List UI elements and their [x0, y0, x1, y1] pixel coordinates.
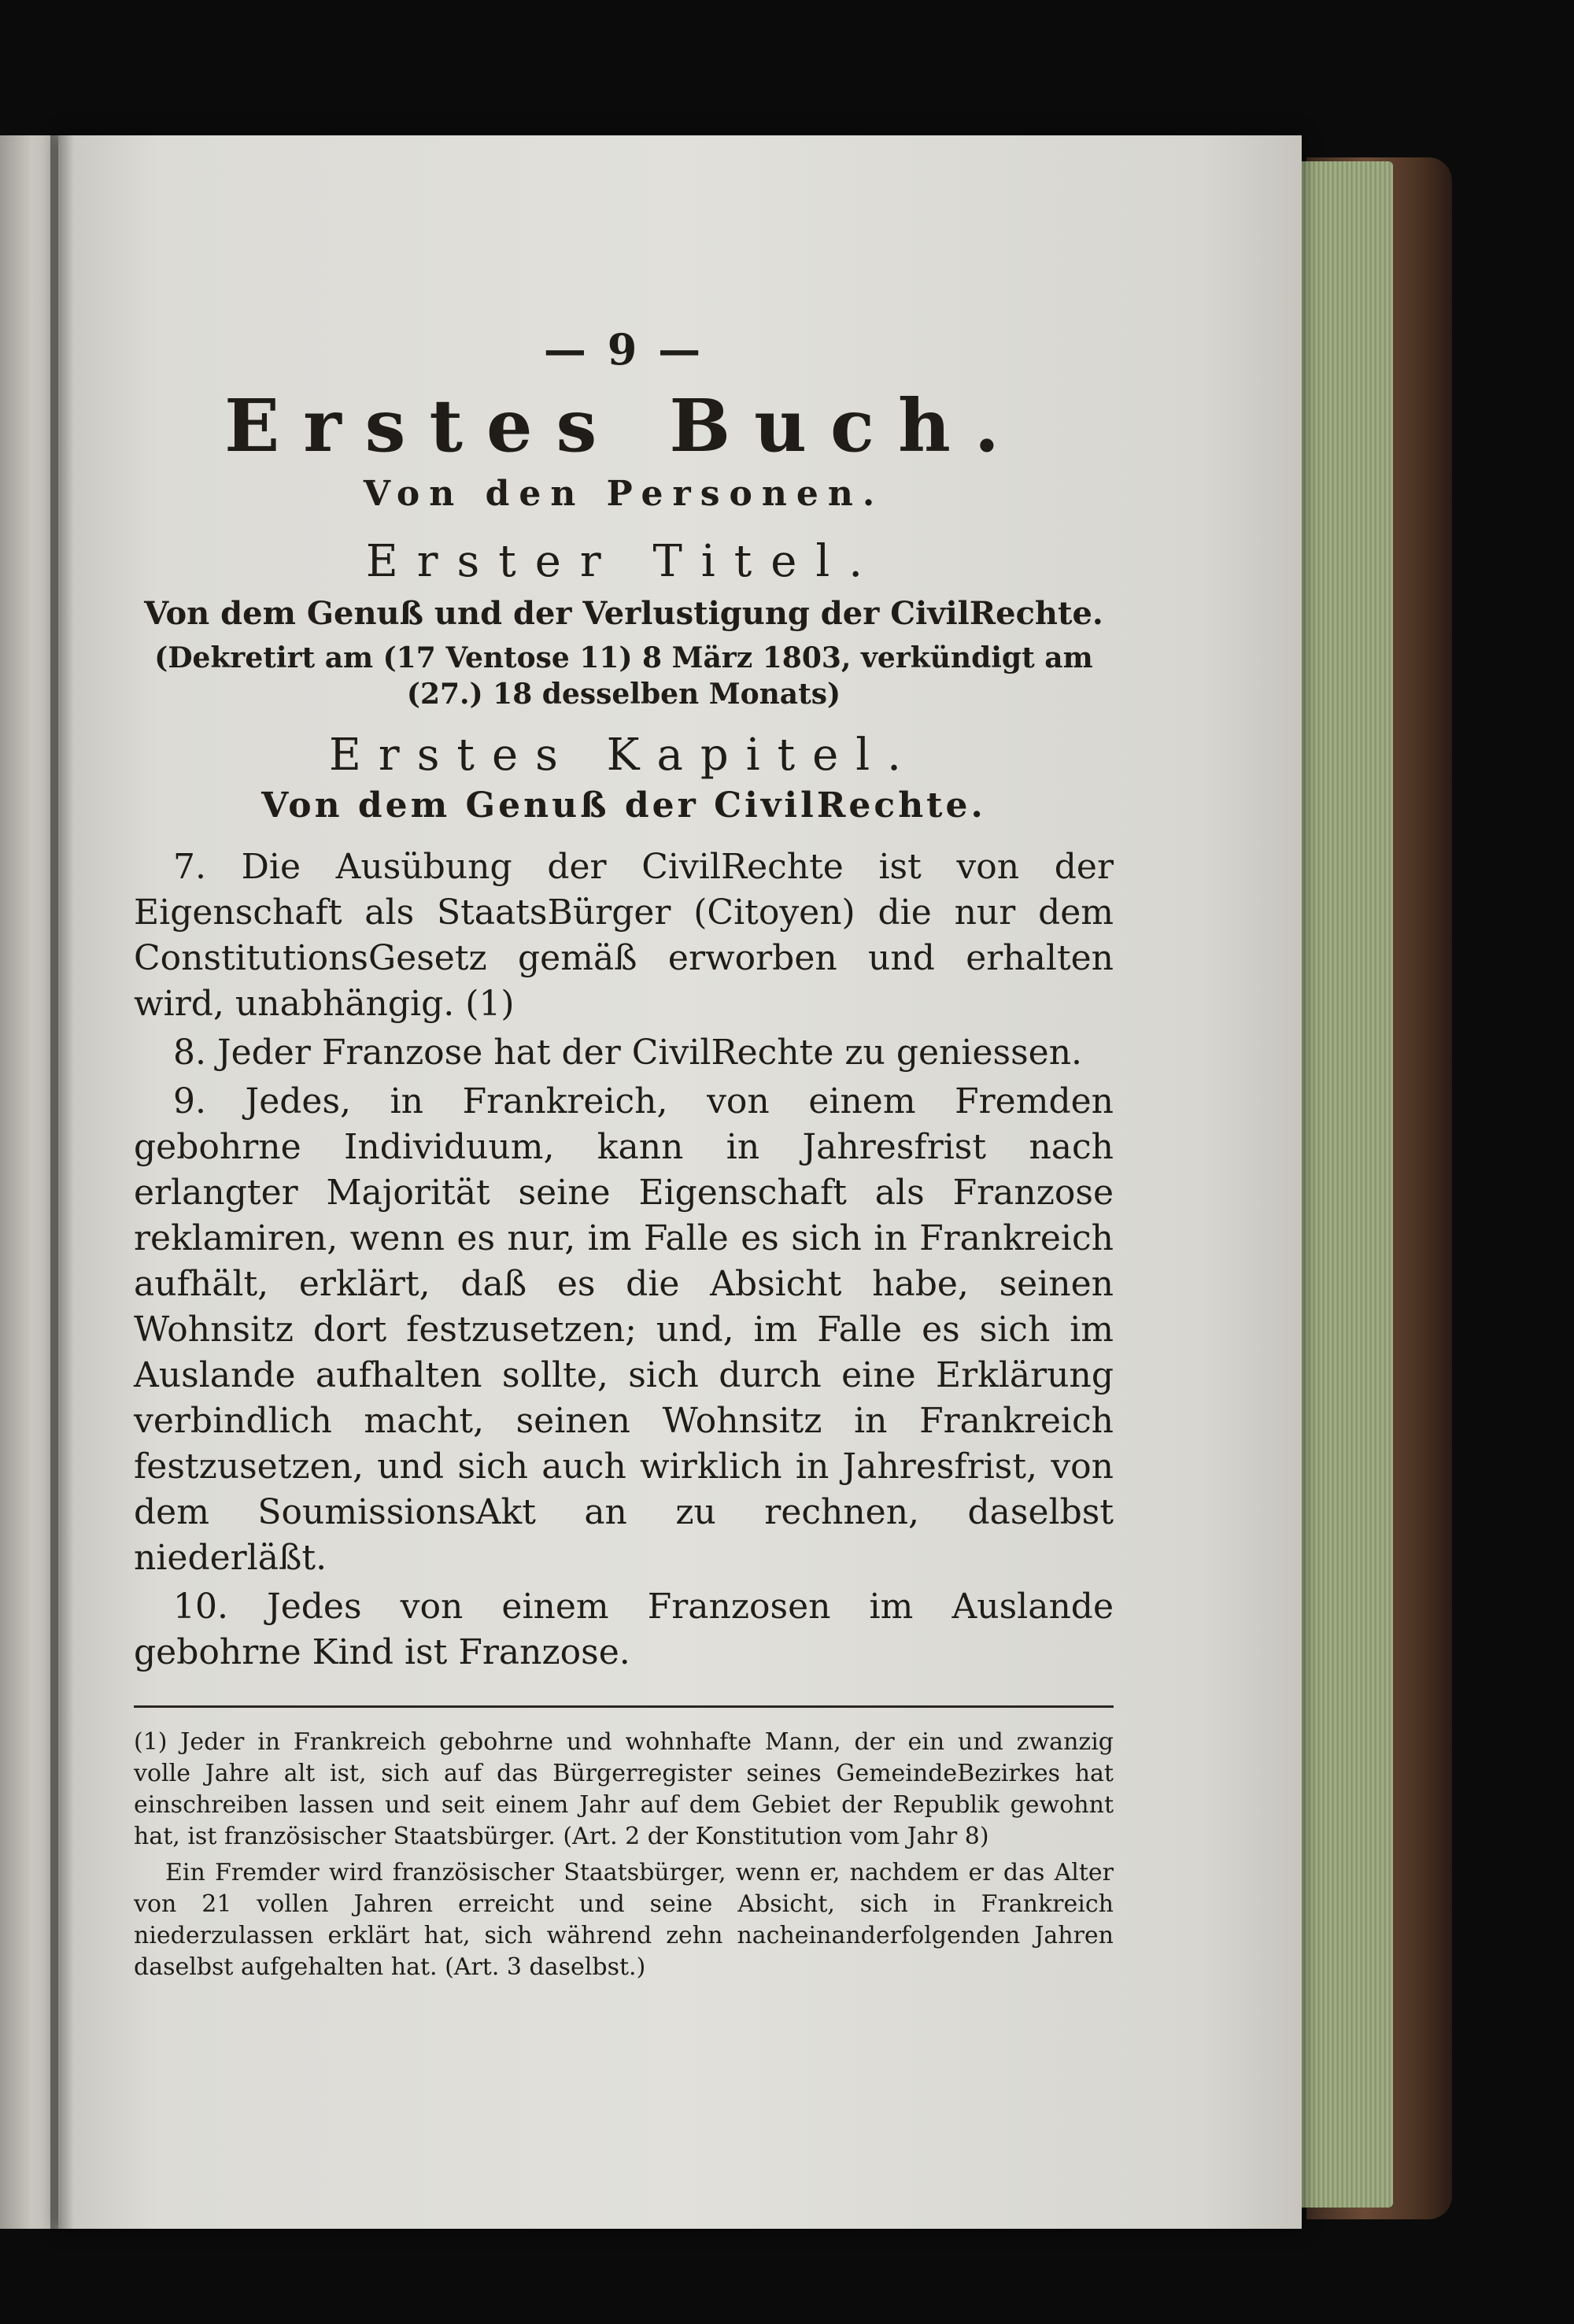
article-10: 10. Jedes von einem Franzosen im Auslande gebohrne Kind ist Franzose.	[134, 1587, 1114, 1672]
footnote-1: (1) Jeder in Frankreich gebohrne und wohnhafte Mann, der ein und zwanzig volle Jahre alt ist, sich auf das Bürgerregister seines GemeindeBezirkes hat einschreiben lassen und seit einem Jahr auf dem Gebiet der Republik gewohnt hat, ist französischer Staatsbürger. (Art. 2 der Konstitution vom Jahr 8)	[134, 1728, 1114, 1850]
book-title: Erstes Buch.	[224, 383, 1023, 468]
book-subtitle: Von den Personen.	[363, 474, 885, 514]
page-block-edge	[1291, 161, 1393, 2208]
article-8: 8. Jeder Franzose hat der CivilRechte zu geniessen.	[173, 1033, 1083, 1073]
decree-note: (Dekretirt am (17 Ventose 11) 8 März 1803, verkündigt am (27.) 18 desselben Monats)	[154, 641, 1093, 711]
chapter-subheading: Von dem Genuß der CivilRechte.	[261, 785, 986, 826]
footnote-1-continued: Ein Fremder wird französischer Staatsbürger, wenn er, nachdem er das Alter von 21 vollen Jahren erreicht und seine Absicht, sich in Frankreich niederzulassen erklärt hat, sich während zehn nacheinanderfolgenden Jahren daselbst aufgehalten hat. (Art. 3 daselbst.)	[134, 1859, 1114, 1981]
title-heading: Erster Titel.	[365, 536, 882, 587]
title-subheading: Von dem Genuß und der Verlustigung der CivilRechte.	[144, 595, 1103, 632]
book-page	[58, 135, 1302, 2229]
chapter-heading: Erstes Kapitel.	[329, 730, 918, 781]
article-9: 9. Jedes, in Frankreich, von einem Fremden gebohrne Individuum, kann in Jahresfrist nach erlangter Majorität seine Eigenschaft als Franzose reklamiren, wenn es nur, im Falle es sich in Frankreich aufhält, erklärt, daß es die Absicht habe, seinen Wohnsitz dort festzusetzen; und, im Falle es sich im Auslande aufhalten sollte, sich durch eine Erklärung verbindlich macht, seinen Wohnsitz in Frankreich festzusetzen, und sich auch wirklich in Jahresfrist, von dem SoumissionsAkt an zu rechnen, daselbst niederläßt.	[134, 1081, 1114, 1578]
left-page-edge	[0, 135, 58, 2229]
article-7: 7. Die Ausübung der CivilRechte ist von der Eigenschaft als StaatsBürger (Citoyen) die nur dem ConstitutionsGesetz gemäß erworben und erhalten wird, unabhängig. (1)	[134, 847, 1114, 1024]
footnote-divider	[134, 1705, 1114, 1708]
gutter-shadow	[50, 134, 74, 2231]
page-number: — 9 —	[543, 324, 704, 375]
page-content	[134, 324, 1114, 1988]
